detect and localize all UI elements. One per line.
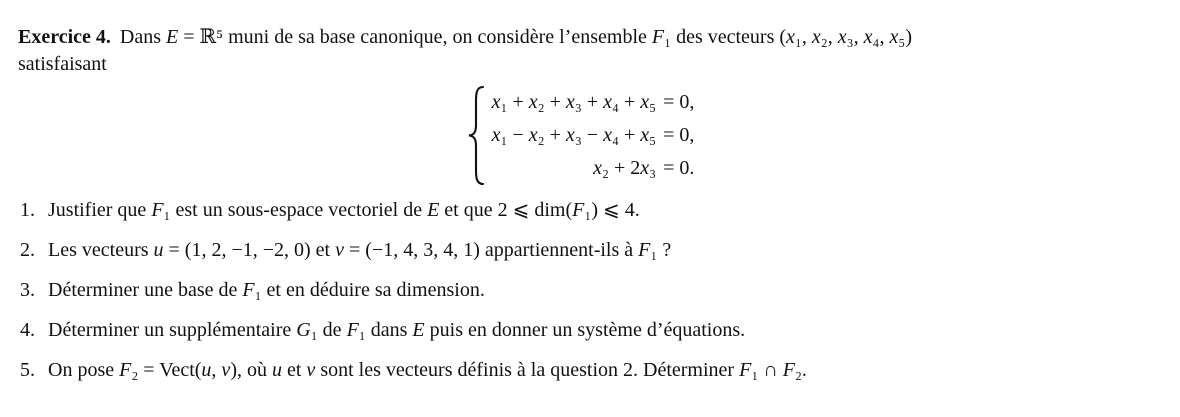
question-number: 1. [20, 199, 35, 221]
equation-system [8, 85, 1154, 186]
equation-3-rhs: = 0. [663, 157, 695, 179]
question-item-4 [18, 317, 1164, 344]
question-item-5 [18, 357, 1164, 384]
question-text: Déterminer une base de F₁ et en déduire sa dimension. [48, 279, 485, 301]
question-item-1 [18, 197, 1164, 224]
question-item-2 [18, 237, 1164, 264]
equation-2-lhs: x₁ − x₂ + x₃ − x₄ + x₅ [491, 124, 657, 146]
question-number: 5. [20, 359, 35, 381]
left-brace-icon [468, 85, 485, 186]
exercise-label: Exercice 4. [18, 26, 111, 48]
exercise-intro-text: Dans E = ℝ⁵ muni de sa base canonique, on considère l’ensemble F₁ des vecteurs (x₁, x₂, x₃, x₄, x₅) [119, 26, 913, 48]
question-text: Justifier que F₁ est un sous-espace vectoriel de E et que 2 ⩽ dim(F₁) ⩽ 4. [48, 199, 640, 221]
exercise-intro [18, 24, 1164, 51]
equation-1-lhs: x₁ + x₂ + x₃ + x₄ + x₅ [491, 91, 657, 113]
question-number: 2. [20, 239, 35, 261]
equation-2-rhs: = 0, [663, 124, 695, 146]
equation-3-lhs: x₂ + 2x₃ [593, 157, 657, 179]
question-item-3 [18, 277, 1164, 304]
question-text: On pose F₂ = Vect(u, v), où u et v sont les vecteurs définis à la question 2. Déterminer F₁ ∩ F₂. [48, 359, 807, 381]
equation-1-rhs: = 0, [663, 91, 695, 113]
exercise-intro-continuation: satisfaisant [18, 53, 107, 75]
question-list [18, 197, 1164, 384]
question-text: Les vecteurs u = (1, 2, −1, −2, 0) et v = (−1, 4, 3, 4, 1) appartiennent-ils à F₁ ? [48, 239, 672, 261]
question-text: Déterminer un supplémentaire G₁ de F₁ dans E puis en donner un système d’équations. [48, 319, 746, 341]
equation-rows [492, 86, 695, 185]
question-number: 4. [20, 319, 35, 341]
question-number: 3. [20, 279, 35, 301]
